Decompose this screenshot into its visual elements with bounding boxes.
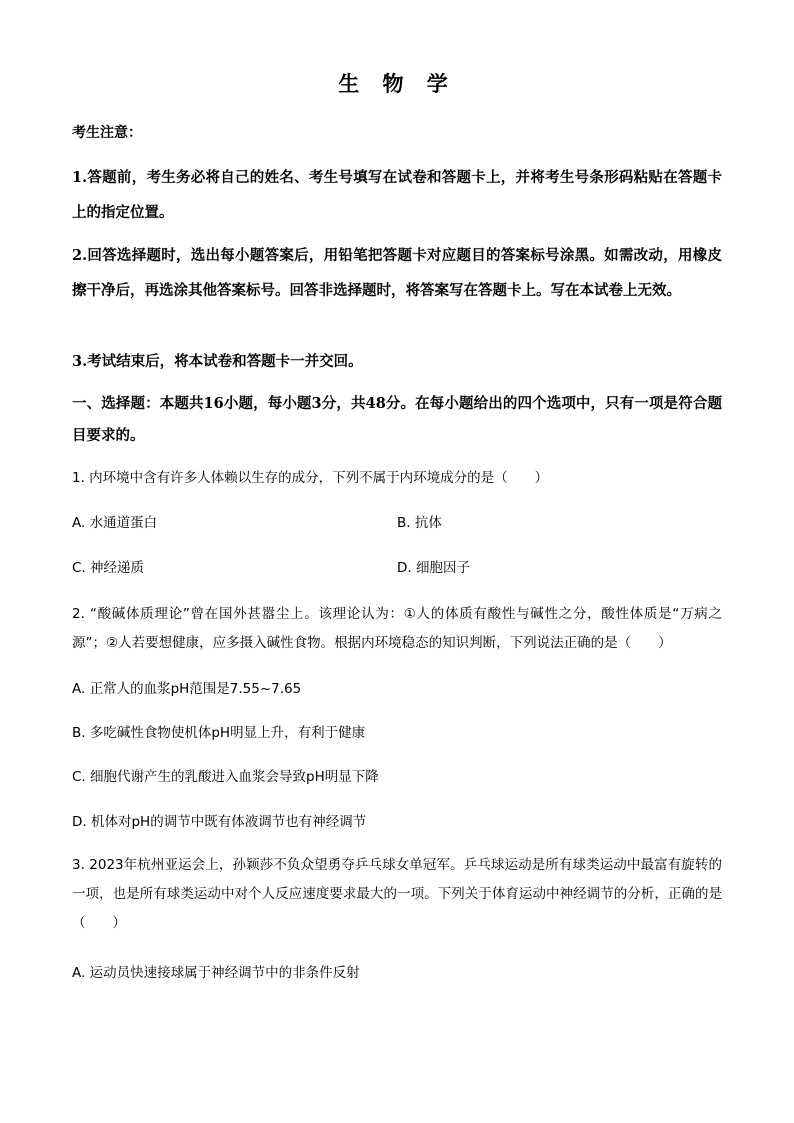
- question-1-option-d: D. 细胞因子: [397, 560, 470, 576]
- question-3-option-a: A. 运动员快速接球属于神经调节中的非条件反射: [72, 965, 360, 981]
- question-2-stem: 2. “酸碱体质理论”曾在国外甚嚣尘上。该理论认为：①人的体质有酸性与碱性之分，酸性体质是“万病之源”；②人若要想健康，应多摄入碱性食物。根据内环境稳态的知识判断，下列说法正确的是（ ）: [72, 606, 722, 651]
- question-2-option-a: A. 正常人的血浆pH范围是7.55~7.65: [72, 681, 302, 697]
- question-2-option-d: D. 机体对pH的调节中既有体液调节也有神经调节: [72, 814, 367, 830]
- notice-item-2: 2.回答选择题时，选出每小题答案后，用铅笔把答题卡对应题目的答案标号涂黑。如需改动，用橡皮擦干净后，再选涂其他答案标号。回答非选择题时，将答案写在答题卡上。写在本试卷上无效。: [72, 247, 722, 299]
- question-1-option-a: A. 水通道蛋白: [72, 515, 158, 531]
- section-heading: 一、选择题：本题共16小题，每小题3分，共48分。在每小题给出的四个选项中，只有一项是符合题目要求的。: [72, 395, 722, 444]
- question-1-stem: 1. 内环境中含有许多人体赖以生存的成分，下列不属于内环境成分的是（ ）: [72, 470, 549, 486]
- question-3-stem: 3. 2023年杭州亚运会上，孙颖莎不负众望勇夺乒乓球女单冠军。乒乓球运动是所有球类运动中最富有旋转的一项，也是所有球类运动中对个人反应速度要求最大的一项。下列关于体育运动中神经调节的分析，正确的是（ ）: [72, 857, 722, 931]
- question-2-option-b: B. 多吃碱性食物使机体pH明显上升，有利于健康: [72, 725, 366, 741]
- question-2-option-c: C. 细胞代谢产生的乳酸进入血浆会导致pH明显下降: [72, 769, 379, 785]
- notice-item-3: 3.考试结束后，将本试卷和答题卡一并交回。: [72, 353, 363, 370]
- notice-item-1: 1.答题前，考生务必将自己的姓名、考生号填写在试卷和答题卡上，并将考生号条形码粘贴在答题卡上的指定位置。: [72, 169, 722, 221]
- question-1-option-b: B. 抗体: [397, 515, 442, 531]
- notice-heading: 考生注意：: [72, 125, 142, 141]
- page-title: 生 物 学: [338, 72, 456, 96]
- question-1-option-c: C. 神经递质: [72, 560, 145, 576]
